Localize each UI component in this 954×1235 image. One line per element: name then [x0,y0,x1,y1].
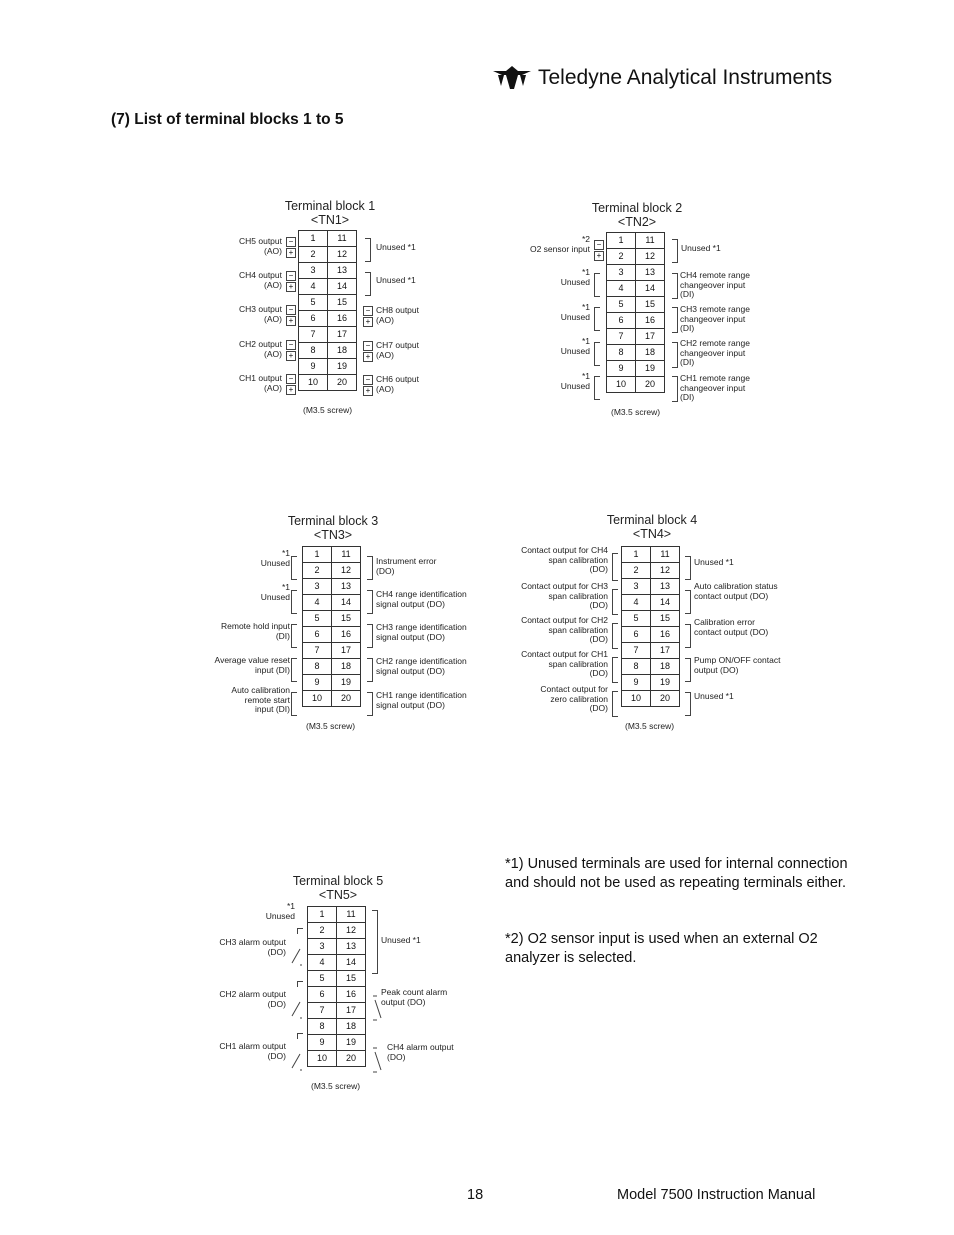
terminal-number: 14 [328,279,357,295]
terminal-number: 18 [332,659,361,675]
right-label: Unused *1 [376,242,416,252]
terminal-row [308,1019,366,1035]
terminal-number: 14 [651,595,680,611]
terminal-number: 1 [299,231,328,247]
terminal-row [622,659,680,675]
terminal-number: 18 [328,343,357,359]
terminal-row [308,955,366,971]
terminal-row [622,579,680,595]
left-label: Contact output for CH3 span calibration (DO) [521,581,608,610]
terminal-number: 15 [651,611,680,627]
terminal-number: 5 [607,297,636,313]
terminal-number: 17 [332,643,361,659]
terminal-grid [302,546,361,707]
terminal-number: 13 [651,579,680,595]
terminal-number: 3 [299,263,328,279]
terminal-number: 3 [308,939,337,955]
terminal-number: 13 [332,579,361,595]
terminal-number: 19 [651,675,680,691]
bracket [685,556,691,580]
bracket [672,376,678,402]
right-label: CH2 remote range changeover input (DI) [680,338,750,367]
right-label: CH8 output (AO) [376,305,419,325]
terminal-number: 18 [337,1019,366,1035]
minus-sign: − [286,374,296,384]
block-code: <TN2> [617,215,657,229]
terminal-number: 18 [636,345,665,361]
terminal-row [303,579,361,595]
terminal-row [607,377,665,393]
terminal-grid [606,232,665,393]
right-label: Calibration error contact output (DO) [694,617,769,637]
contact-mark [297,981,303,987]
terminal-number: 15 [328,295,357,311]
terminal-number: 16 [328,311,357,327]
screw-note: (M3.5 screw) [303,405,353,415]
terminal-number: 15 [337,971,366,987]
minus-sign: − [286,271,296,281]
contact-switch-icon [290,998,304,1020]
left-label: *2 O2 sensor input [529,234,590,254]
terminal-row [622,675,680,691]
block-code: <TN5> [318,888,358,902]
terminal-number: 3 [622,579,651,595]
terminal-number: 2 [622,563,651,579]
right-label: Unused *1 [376,275,416,285]
terminal-number: 12 [328,247,357,263]
terminal-number: 11 [636,233,665,249]
terminal-number: 14 [337,955,366,971]
left-label: CH1 output (AO) [239,373,282,393]
left-label: *1 Unused [560,267,590,287]
terminal-number: 4 [299,279,328,295]
plus-sign: + [286,351,296,361]
terminal-row [607,345,665,361]
right-label: CH1 range identification signal output (DO) [376,690,467,710]
right-label: CH4 range identification signal output (DO) [376,589,467,609]
right-label: CH2 range identification signal output (DO) [376,656,467,676]
terminal-row [622,627,680,643]
terminal-number: 10 [299,375,328,391]
terminal-number: 17 [328,327,357,343]
terminal-number: 2 [299,247,328,263]
right-label: Instrument error (DO) [376,556,437,576]
terminal-number: 8 [299,343,328,359]
bracket [685,658,691,682]
terminal-row [622,691,680,707]
terminal-number: 4 [607,281,636,297]
terminal-row [607,313,665,329]
bracket [367,556,373,580]
terminal-number: 6 [622,627,651,643]
terminal-number: 15 [636,297,665,313]
note-o2-sensor: *2) O2 sensor input is used when an external O2 analyzer is selected. [505,931,818,966]
terminal-row [308,1003,366,1019]
terminal-number: 5 [308,971,337,987]
contact-mark [297,928,303,934]
plus-sign: + [363,386,373,396]
left-label: *1 Unused [265,901,295,921]
block-title [278,874,398,902]
plus-sign: + [286,385,296,395]
note-unused: *1) Unused terminals are used for internal connection and should not be used as repeating terminals either. [505,856,848,891]
minus-sign: − [363,375,373,385]
block-code: <TN4> [632,527,672,541]
page-number: 18 [467,1187,484,1203]
right-label: Auto calibration status contact output (DO) [694,581,778,601]
right-label: CH4 alarm output (DO) [387,1042,454,1062]
terminal-row [308,1035,366,1051]
terminal-number: 13 [636,265,665,281]
minus-sign: − [286,305,296,315]
left-label: *1 Unused [560,371,590,391]
terminal-row [303,595,361,611]
terminal-row [303,627,361,643]
terminal-number: 15 [332,611,361,627]
terminal-number: 14 [332,595,361,611]
bracket [367,692,373,716]
section-title: (7) List of terminal blocks 1 to 5 [111,111,344,128]
left-label: CH2 alarm output (DO) [219,989,286,1009]
terminal-number: 12 [636,249,665,265]
terminal-number: 14 [636,281,665,297]
terminal-grid [621,546,680,707]
terminal-number: 9 [308,1035,337,1051]
screw-note: (M3.5 screw) [306,721,356,731]
minus-sign: − [594,240,604,250]
terminal-row [308,923,366,939]
left-label: *1 Unused [260,548,290,568]
right-label: CH4 remote range changeover input (DI) [680,270,750,299]
terminal-number: 9 [607,361,636,377]
terminal-row [622,563,680,579]
bracket [672,307,678,333]
bracket [367,658,373,682]
terminal-row [303,659,361,675]
terminal-row [607,361,665,377]
bracket [594,342,600,366]
screw-note: (M3.5 screw) [611,407,661,417]
plus-sign: + [286,316,296,326]
bracket [367,624,373,648]
block-code: <TN3> [313,528,353,542]
terminal-row [308,987,366,1003]
terminal-number: 10 [622,691,651,707]
bracket [612,553,618,581]
block-title [270,199,390,227]
screw-note: (M3.5 screw) [625,721,675,731]
block-title-text: Terminal block 2 [591,201,683,215]
terminal-row [299,231,357,247]
terminal-row [299,343,357,359]
right-label: Unused *1 [381,935,421,945]
terminal-number: 4 [622,595,651,611]
terminal-number: 7 [607,329,636,345]
terminal-number: 10 [303,691,332,707]
bracket [672,273,678,299]
right-label: CH7 output (AO) [376,340,419,360]
terminal-number: 4 [303,595,332,611]
terminal-number: 12 [332,563,361,579]
terminal-row [308,939,366,955]
terminal-row [607,297,665,313]
terminal-row [303,611,361,627]
bracket [672,239,678,263]
minus-sign: − [286,237,296,247]
terminal-row [299,279,357,295]
terminal-number: 16 [636,313,665,329]
terminal-number: 8 [607,345,636,361]
screw-note: (M3.5 screw) [311,1081,361,1091]
block-title-text: Terminal block 4 [606,513,698,527]
terminal-number: 12 [337,923,366,939]
brand-name: Teledyne Analytical Instruments [538,66,833,89]
left-label: CH4 output (AO) [239,270,282,290]
left-label: Contact output for CH1 span calibration (DO) [521,649,608,678]
left-label: *1 Unused [560,302,590,322]
terminal-number: 11 [337,907,366,923]
terminal-row [303,691,361,707]
terminal-number: 7 [303,643,332,659]
terminal-row [607,329,665,345]
terminal-number: 2 [303,563,332,579]
terminal-number: 20 [636,377,665,393]
bracket [672,342,678,368]
terminal-number: 2 [308,923,337,939]
terminal-number: 8 [308,1019,337,1035]
plus-sign: + [286,282,296,292]
right-label: Unused *1 [694,691,734,701]
terminal-number: 6 [308,987,337,1003]
bracket [372,910,378,974]
terminal-number: 3 [303,579,332,595]
bracket [612,691,618,717]
bracket [367,590,373,614]
terminal-number: 19 [328,359,357,375]
terminal-number: 6 [607,313,636,329]
terminal-number: 16 [337,987,366,1003]
minus-sign: − [286,340,296,350]
bracket [685,624,691,648]
terminal-row [303,643,361,659]
bracket [291,658,297,682]
terminal-number: 5 [299,295,328,311]
terminal-number: 10 [607,377,636,393]
left-label: CH2 output (AO) [239,339,282,359]
terminal-row [607,265,665,281]
terminal-number: 12 [651,563,680,579]
terminal-number: 16 [651,627,680,643]
terminal-row [308,971,366,987]
header-brand [492,66,832,90]
bracket [685,692,691,716]
terminal-number: 3 [607,265,636,281]
terminal-row [622,643,680,659]
left-label: Contact output for CH4 span calibration (DO) [521,545,608,574]
terminal-number: 2 [607,249,636,265]
bracket [685,590,691,614]
teledyne-logo-icon [492,66,532,90]
terminal-row [308,1051,366,1067]
terminal-row [607,281,665,297]
right-label: Peak count alarm output (DO) [381,987,448,1007]
right-label: CH6 output (AO) [376,374,419,394]
terminal-row [299,295,357,311]
contact-switch-icon [371,1046,385,1074]
terminal-number: 13 [337,939,366,955]
block-code: <TN1> [310,213,350,227]
block-title [592,513,712,541]
terminal-number: 8 [622,659,651,675]
contact-switch-icon [290,1050,304,1072]
terminal-number: 17 [636,329,665,345]
terminal-number: 7 [308,1003,337,1019]
terminal-row [299,247,357,263]
terminal-number: 20 [328,375,357,391]
left-label: CH3 alarm output (DO) [219,937,286,957]
terminal-number: 6 [303,627,332,643]
left-label: Auto calibration remote start input (DI) [231,685,290,714]
terminal-number: 11 [332,547,361,563]
terminal-number: 20 [337,1051,366,1067]
block-title-text: Terminal block 5 [292,874,384,888]
minus-sign: − [363,306,373,316]
terminal-row [299,359,357,375]
block-title-text: Terminal block 3 [287,514,379,528]
terminal-number: 4 [308,955,337,971]
terminal-number: 17 [651,643,680,659]
terminal-number: 7 [622,643,651,659]
block-title [273,514,393,542]
bracket [612,657,618,683]
terminal-number: 1 [607,233,636,249]
left-label: *1 Unused [560,336,590,356]
terminal-grid [307,906,366,1067]
block-title-text: Terminal block 1 [284,199,376,213]
terminal-number: 10 [308,1051,337,1067]
terminal-number: 18 [651,659,680,675]
terminal-row [299,311,357,327]
terminal-number: 9 [303,675,332,691]
terminal-number: 1 [303,547,332,563]
terminal-number: 6 [299,311,328,327]
terminal-number: 11 [651,547,680,563]
bracket [291,590,297,614]
bracket [594,307,600,331]
bracket [291,624,297,648]
terminal-number: 1 [622,547,651,563]
terminal-row [299,375,357,391]
terminal-number: 7 [299,327,328,343]
plus-sign: + [363,352,373,362]
terminal-row [303,547,361,563]
terminal-number: 16 [332,627,361,643]
right-label: Pump ON/OFF contact output (DO) [694,655,781,675]
bracket [594,273,600,297]
terminal-number: 17 [337,1003,366,1019]
left-label: Remote hold input (DI) [221,621,290,641]
bracket [365,238,371,262]
bracket [291,692,297,716]
left-label: Contact output for zero calibration (DO) [540,684,608,713]
plus-sign: + [363,317,373,327]
left-label: Contact output for CH2 span calibration (DO) [521,615,608,644]
bracket [291,556,297,580]
terminal-number: 11 [328,231,357,247]
right-label: CH3 remote range changeover input (DI) [680,304,750,333]
minus-sign: − [363,341,373,351]
terminal-row [607,233,665,249]
manual-title: Model 7500 Instruction Manual [617,1187,816,1203]
terminal-number: 5 [303,611,332,627]
contact-mark [297,1033,303,1039]
terminal-number: 13 [328,263,357,279]
right-label: CH1 remote range changeover input (DI) [680,373,750,402]
left-label: *1 Unused [260,582,290,602]
terminal-number: 9 [622,675,651,691]
bracket [594,376,600,400]
bracket [365,272,371,296]
terminal-number: 19 [337,1035,366,1051]
terminal-number: 1 [308,907,337,923]
plus-sign: + [594,251,604,261]
terminal-row [299,327,357,343]
terminal-number: 20 [332,691,361,707]
bracket [612,623,618,649]
left-label: CH5 output (AO) [239,236,282,256]
terminal-row [622,595,680,611]
terminal-row [308,907,366,923]
plus-sign: + [286,248,296,258]
terminal-grid [298,230,357,391]
block-title [577,201,697,229]
terminal-number: 20 [651,691,680,707]
left-label: Average value reset input (DI) [214,655,290,675]
terminal-row [622,547,680,563]
bracket [612,589,618,615]
terminal-number: 9 [299,359,328,375]
terminal-number: 19 [332,675,361,691]
terminal-row [303,563,361,579]
terminal-number: 19 [636,361,665,377]
terminal-row [622,611,680,627]
contact-switch-icon [290,945,304,967]
terminal-row [607,249,665,265]
left-label: CH3 output (AO) [239,304,282,324]
right-label: Unused *1 [694,557,734,567]
right-label: CH3 range identification signal output (DO) [376,622,467,642]
terminal-row [299,263,357,279]
terminal-number: 5 [622,611,651,627]
right-label: Unused *1 [681,243,721,253]
terminal-row [303,675,361,691]
terminal-number: 8 [303,659,332,675]
left-label: CH1 alarm output (DO) [219,1041,286,1061]
